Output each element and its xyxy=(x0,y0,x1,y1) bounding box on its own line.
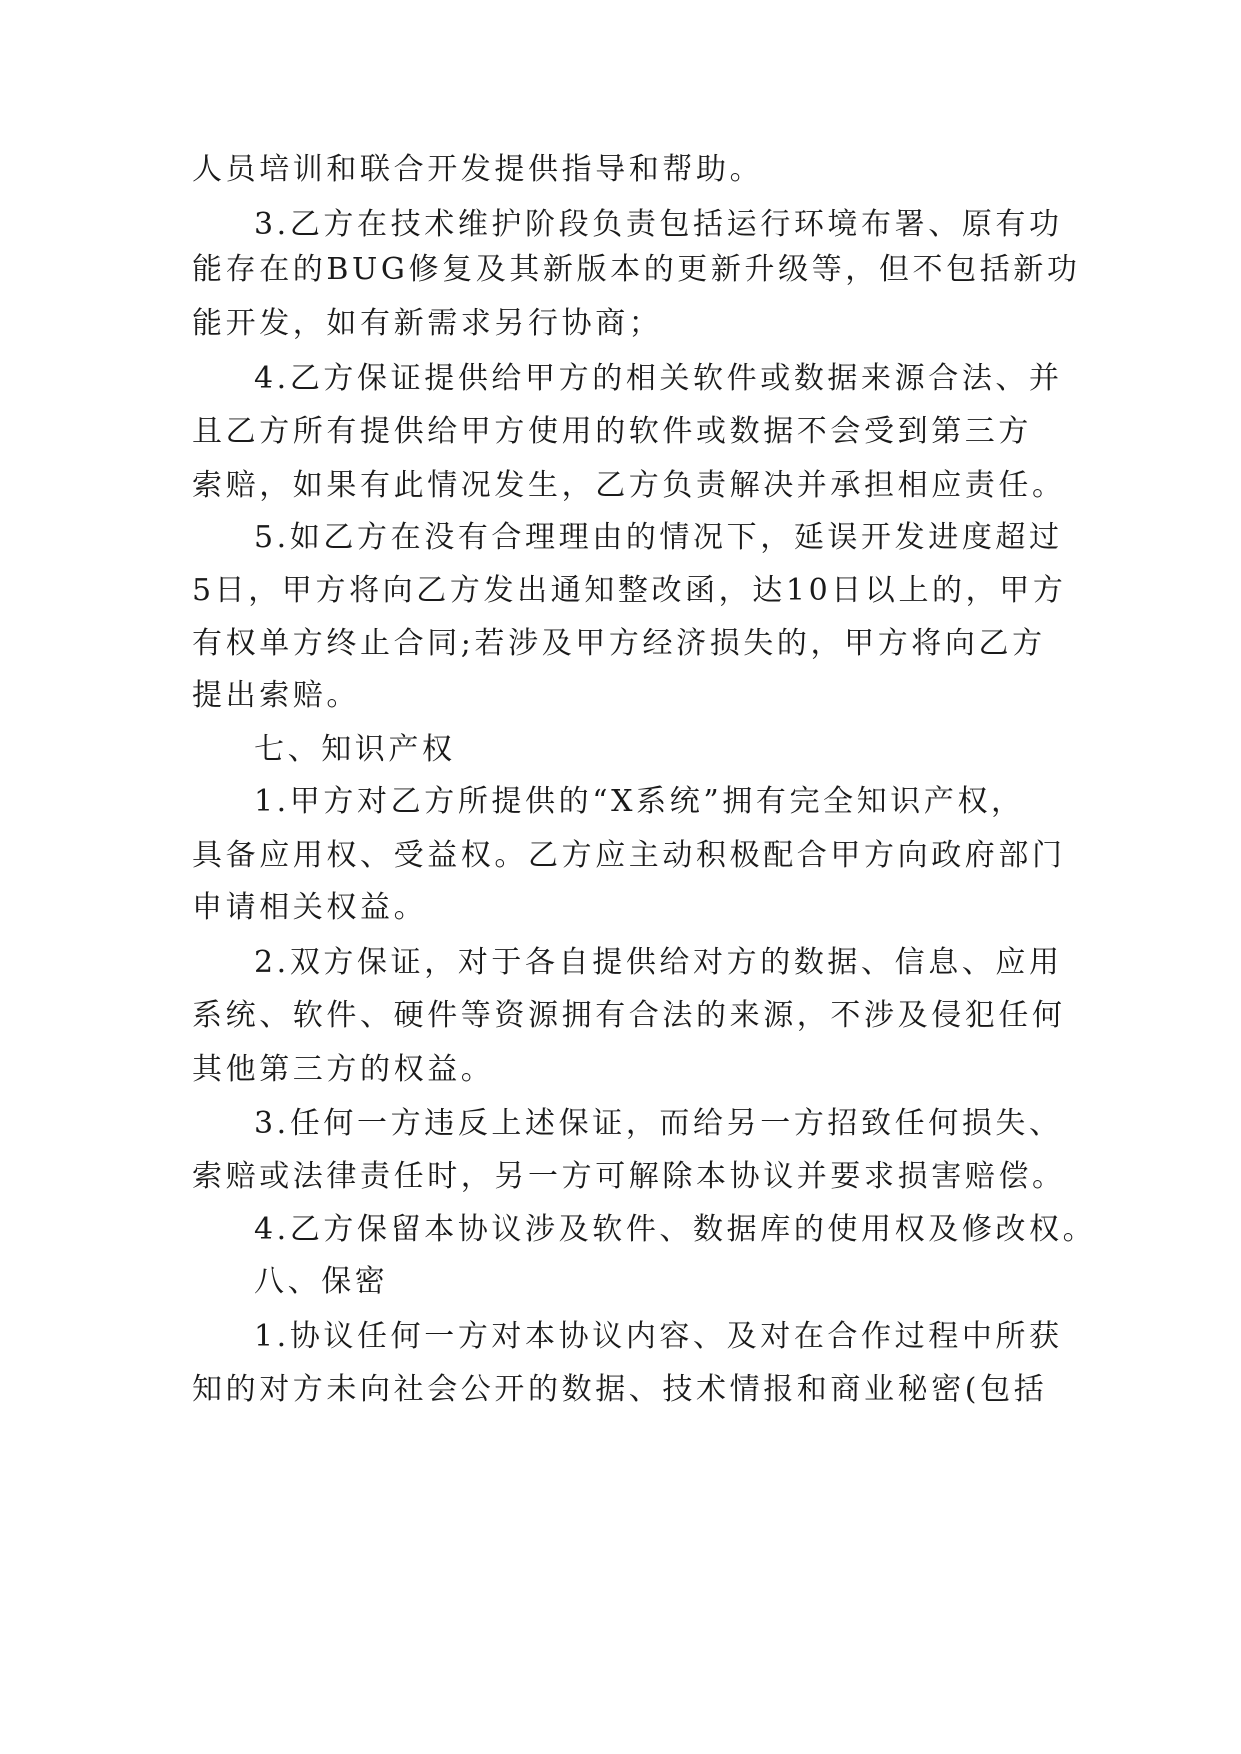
text-line: 系统、软件、硬件等资源拥有合法的来源，不涉及侵犯任何 xyxy=(192,998,1066,1033)
text-line: 1.甲方对乙方所提供的“X系统”拥有完全知识产权， xyxy=(254,784,1025,819)
text-line: 5.如乙方在没有合理理由的情况下，延误开发进度超过 xyxy=(254,520,1063,555)
text-line: 索赔或法律责任时，另一方可解除本协议并要求损害赔偿。 xyxy=(192,1159,1066,1194)
text-line: 1.协议任何一方对本协议内容、及对在合作过程中所获 xyxy=(254,1319,1063,1354)
text-line: 4.乙方保证提供给甲方的相关软件或数据来源合法、并 xyxy=(254,361,1063,396)
text-line: 5日，甲方将向乙方发出通知整改函，达10日以上的，甲方 xyxy=(192,573,1067,608)
text-line: 具备应用权、受益权。乙方应主动积极配合甲方向政府部门 xyxy=(192,838,1066,873)
text-line: 有权单方终止合同;若涉及甲方经济损失的，甲方将向乙方 xyxy=(192,626,1046,661)
text-line: 知的对方未向社会公开的数据、技术情报和商业秘密(包括 xyxy=(192,1372,1048,1407)
text-line: 3.乙方在技术维护阶段负责包括运行环境布署、原有功 xyxy=(254,207,1063,242)
text-line: 其他第三方的权益。 xyxy=(192,1052,495,1087)
text-line: 人员培训和联合开发提供指导和帮助。 xyxy=(192,152,764,187)
text-line: 申请相关权益。 xyxy=(192,890,428,925)
text-line: 能开发，如有新需求另行协商； xyxy=(192,306,663,341)
text-line: 索赔，如果有此情况发生，乙方负责解决并承担相应责任。 xyxy=(192,468,1066,503)
text-line: 3.任何一方违反上述保证，而给另一方招致任何损失、 xyxy=(254,1106,1063,1141)
text-line: 能存在的BUG修复及其新版本的更新升级等，但不包括新功 xyxy=(192,252,1081,287)
section-heading: 七、知识产权 xyxy=(254,732,456,767)
text-line: 2.双方保证，对于各自提供给对方的数据、信息、应用 xyxy=(254,945,1063,980)
text-line: 提出索赔。 xyxy=(192,678,360,713)
section-heading: 八、保密 xyxy=(254,1264,389,1299)
text-line: 且乙方所有提供给甲方使用的软件或数据不会受到第三方 xyxy=(192,414,1032,449)
text-line: 4.乙方保留本协议涉及软件、数据库的使用权及修改权。 xyxy=(254,1212,1097,1247)
